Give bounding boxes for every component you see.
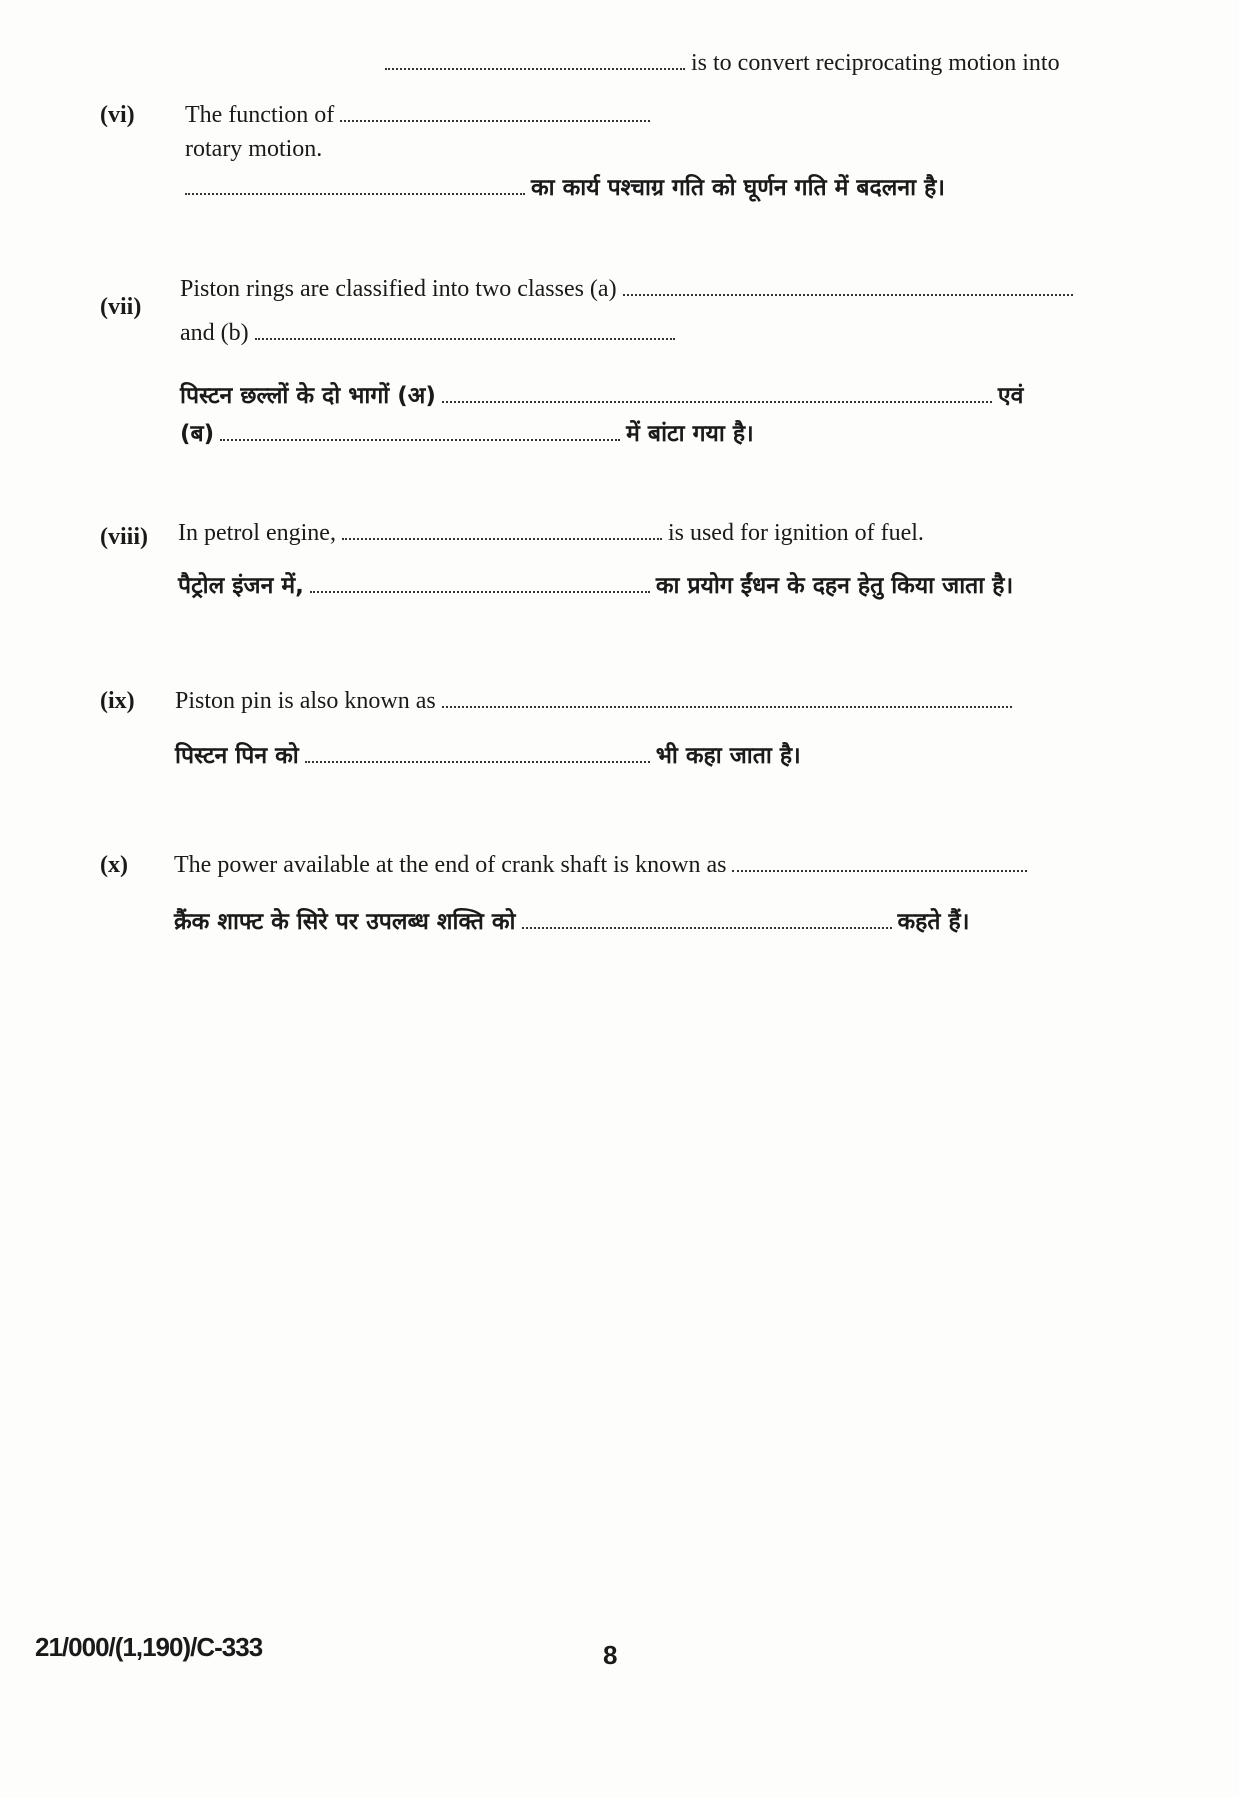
question-hindi-line: पैट्रोल इंजन में, का प्रयोग ईंधन के दहन हेतु किया जाता है।: [178, 573, 1014, 599]
question-number: (vi): [100, 102, 135, 128]
question-text-line: Piston pin is also known as: [175, 688, 1018, 715]
question-text-line: is to convert reciprocating motion into: [685, 50, 1060, 77]
answer-blank[interactable]: [220, 421, 620, 441]
answer-blank[interactable]: [385, 50, 685, 70]
question-text-line: Piston rings are classified into two classes (a): [180, 276, 1079, 303]
answer-blank[interactable]: [623, 276, 1073, 296]
question-number: (x): [100, 852, 128, 878]
answer-blank[interactable]: [310, 573, 650, 593]
page-number: 8: [603, 1640, 618, 1670]
answer-blank[interactable]: [342, 520, 662, 540]
answer-blank[interactable]: [305, 743, 650, 763]
question-hindi-line: (ब) में बांटा गया है।: [180, 421, 754, 447]
question-number: (ix): [100, 688, 135, 714]
answer-blank[interactable]: [732, 852, 1027, 872]
question-hindi-line: का कार्य पश्चाग्र गति को घूर्णन गति में बदलना है।: [185, 170, 945, 202]
question-text-line: The function of: [185, 102, 656, 129]
answer-blank[interactable]: [442, 383, 992, 403]
question-hindi-line: क्रैंक शाफ्ट के सिरे पर उपलब्ध शक्ति को कहते हैं।: [174, 909, 970, 935]
question-text-line: In petrol engine, is used for ignition of fuel.: [178, 520, 924, 546]
question-number: (vii): [100, 294, 142, 320]
question-hindi-line: पिस्टन पिन को भी कहा जाता है।: [175, 743, 801, 769]
question-text-line: rotary motion.: [185, 136, 323, 162]
question-hindi-line: पिस्टन छल्लों के दो भागों (अ) एवं: [180, 383, 1024, 409]
answer-blank[interactable]: [255, 320, 675, 340]
answer-blank[interactable]: [185, 175, 525, 195]
answer-blank[interactable]: [442, 688, 1012, 708]
answer-blank[interactable]: [340, 102, 650, 122]
question-text-line: The power available at the end of crank shaft is known as: [174, 852, 1033, 879]
paper-code: 21/000/(1,190)/C-333: [35, 1632, 263, 1662]
question-text-line: and (b): [180, 320, 681, 347]
answer-blank[interactable]: [522, 909, 892, 929]
question-number: (viii): [100, 524, 148, 550]
